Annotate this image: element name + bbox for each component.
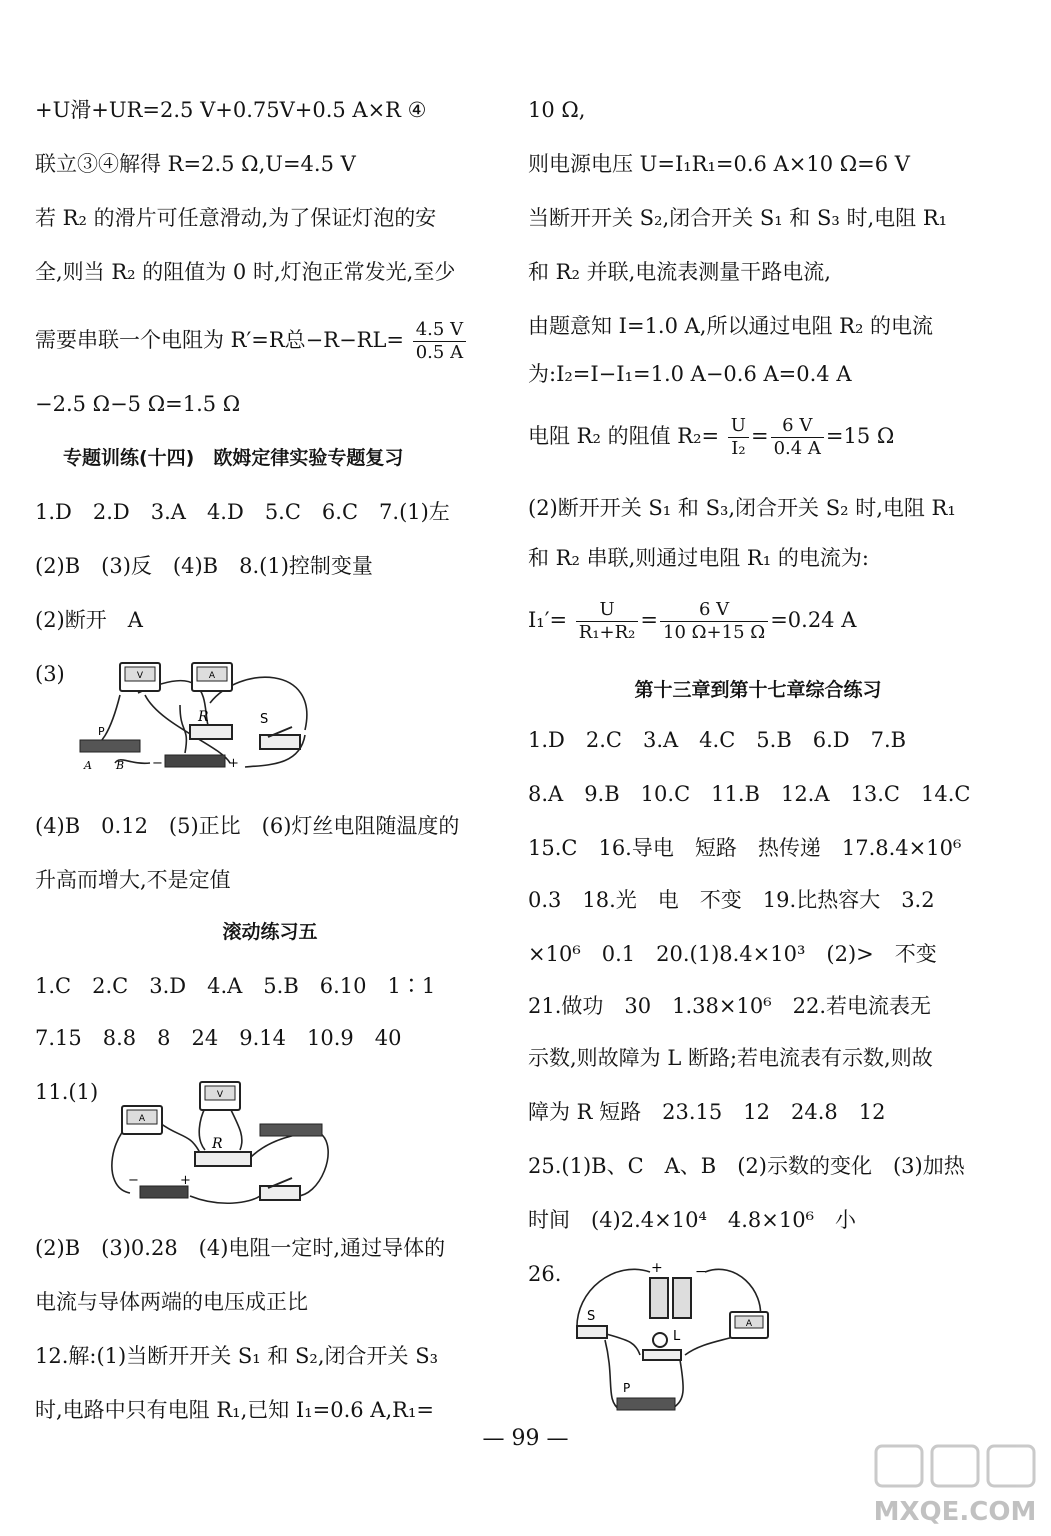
battery-icon	[128, 1173, 191, 1198]
denominator: I₂	[731, 438, 746, 459]
figure-label: −	[152, 756, 163, 771]
fraction	[728, 415, 749, 460]
answer-line: 0.3 18.光 电 不变 19.比热容大 3.2	[528, 888, 935, 912]
resistor-icon	[190, 709, 232, 739]
answer-line: (4)B 0.12 (5)正比 (6)灯丝电阻随温度的	[35, 814, 460, 838]
switch-icon	[577, 1309, 607, 1338]
answer-line: (2)B (3)0.28 (4)电阻一定时,通过导体的	[35, 1236, 446, 1260]
figure-label: S	[260, 712, 269, 727]
text-line: 若 R₂ 的滑片可任意滑动,为了保证灯泡的安	[35, 206, 437, 230]
figure-label: R	[198, 709, 209, 725]
figure-label: V	[216, 1090, 224, 1100]
text-line: 联立③④解得 R=2.5 Ω,U=4.5 V	[35, 152, 356, 176]
watermark-text: MXQE.COM	[873, 1497, 1037, 1527]
text-fragment: =15 Ω	[825, 424, 895, 448]
figure-label: R	[212, 1136, 223, 1152]
figure-label: A	[745, 1319, 753, 1329]
watermark-logo	[868, 1440, 1043, 1530]
answer-line: 15.C 16.导电 短路 热传递 17.8.4×10⁶	[528, 836, 962, 860]
text-line: 10 Ω,	[528, 98, 586, 122]
lamp-icon	[643, 1329, 681, 1360]
figure-label: +	[180, 1173, 191, 1188]
figure-label: −	[695, 1264, 707, 1280]
figure-label: A	[84, 759, 92, 772]
text-line: (2)断开开关 S₁ 和 S₃,闭合开关 S₂ 时,电阻 R₁	[528, 496, 956, 520]
text-fragment: I₁′=	[528, 608, 568, 632]
figure-label: L	[673, 1329, 681, 1344]
battery-icon	[650, 1260, 707, 1318]
denominator: 10 Ω+15 Ω	[663, 622, 766, 643]
figure-label: V	[136, 671, 144, 681]
text-line: 为:I₂=I−I₁=1.0 A−0.6 A=0.4 A	[528, 362, 852, 386]
answer-line: 8.A 9.B 10.C 11.B 12.A 13.C 14.C	[528, 782, 971, 806]
rheostat-icon	[617, 1381, 675, 1410]
text-line: 和 R₂ 并联,电流表测量干路电流,	[528, 260, 831, 284]
answer-line: 11.(1)	[35, 1080, 99, 1104]
text-fragment: =	[750, 424, 769, 448]
rheostat-icon	[260, 1124, 322, 1136]
answer-line: 1.C 2.C 3.D 4.A 5.B 6.10 1∶1	[35, 974, 436, 998]
section-heading: 第十三章到第十七章综合练习	[634, 679, 882, 701]
voltmeter-icon	[120, 663, 160, 691]
numerator: 6 V	[660, 599, 768, 622]
figure-label: S	[587, 1309, 596, 1324]
circuit-figure-1	[70, 655, 330, 785]
answer-line: 时,电路中只有电阻 R₁,已知 I₁=0.6 A,R₁=	[35, 1398, 434, 1422]
text-line	[528, 408, 894, 464]
answer-line: 21.做功 30 1.38×10⁶ 22.若电流表无	[528, 994, 932, 1018]
answer-line: (2)B (3)反 (4)B 8.(1)控制变量	[35, 554, 373, 578]
text-fragment: =	[640, 608, 658, 632]
text-line	[35, 312, 468, 368]
answer-line: 1.D 2.C 3.A 4.C 5.B 6.D 7.B	[528, 728, 907, 752]
ammeter-icon	[122, 1106, 162, 1134]
answer-line: 时间 (4)2.4×10⁴ 4.8×10⁶ 小	[528, 1208, 857, 1232]
denominator: R₁+R₂	[578, 622, 636, 643]
answer-line: 7.15 8.8 8 24 9.14 10.9 40	[35, 1026, 402, 1050]
answer-line: 升高而增大,不是定值	[35, 868, 231, 892]
circuit-figure-3	[565, 1260, 785, 1420]
switch-icon	[260, 1178, 300, 1200]
circuit-figure-2	[100, 1078, 340, 1208]
answer-line: (3)	[35, 662, 65, 686]
answer-line: 26.	[528, 1262, 562, 1286]
figure-label: A	[208, 671, 216, 681]
text-line: 则电源电压 U=I₁R₁=0.6 A×10 Ω=6 V	[528, 152, 910, 176]
figure-label: +	[651, 1260, 663, 1276]
numerator: 4.5 V	[413, 319, 466, 342]
ammeter-icon	[192, 663, 232, 691]
section-heading: 专题训练(十四) 欧姆定律实验专题复习	[63, 447, 404, 469]
answer-line: (2)断开 A	[35, 608, 143, 632]
figure-label: P	[98, 725, 105, 738]
answer-line: 电流与导体两端的电压成正比	[35, 1290, 308, 1314]
text-line: 由题意知 I=1.0 A,所以通过电阻 R₂ 的电流	[528, 314, 934, 338]
numerator: U	[576, 599, 639, 622]
answer-line: 25.(1)B、C A、B (2)示数的变化 (3)加热	[528, 1154, 965, 1178]
text-line: 全,则当 R₂ 的阻值为 0 时,灯泡正常发光,至少	[35, 260, 456, 284]
text-line	[528, 592, 856, 648]
switch-icon	[260, 727, 300, 749]
answer-line: 1.D 2.D 3.A 4.D 5.C 6.C 7.(1)左	[35, 500, 450, 524]
voltmeter-icon	[200, 1082, 240, 1110]
answer-line: 12.解:(1)当断开开关 S₁ 和 S₂,闭合开关 S₃	[35, 1344, 439, 1368]
section-heading: 滚动练习五	[222, 921, 318, 943]
figure-label: −	[128, 1173, 139, 1188]
figure-label: A	[138, 1114, 146, 1124]
denominator: 0.4 A	[773, 438, 821, 459]
text-fragment: =0.24 A	[770, 608, 857, 632]
fraction	[576, 599, 639, 644]
numerator: 6 V	[771, 415, 824, 438]
text-line: 当断开开关 S₂,闭合开关 S₁ 和 S₃ 时,电阻 R₁	[528, 206, 948, 230]
denominator: 0.5 A	[415, 342, 464, 363]
rheostat-icon	[80, 725, 140, 772]
answer-line: ×10⁶ 0.1 20.(1)8.4×10³ (2)> 不变	[528, 942, 937, 966]
text-line: −2.5 Ω−5 Ω=1.5 Ω	[35, 392, 241, 416]
fraction	[771, 415, 824, 460]
answer-line: 示数,则故障为 L 断路;若电流表有示数,则故	[528, 1046, 933, 1070]
text-line: +U滑+UR=2.5 V+0.75V+0.5 A×R ④	[35, 98, 427, 122]
answer-line: 障为 R 短路 23.15 12 24.8 12	[528, 1100, 886, 1124]
text-fragment: 需要串联一个电阻为 R′=R总−R−RL=	[35, 328, 405, 352]
text-line: 和 R₂ 串联,则通过电阻 R₁ 的电流为:	[528, 546, 869, 570]
ammeter-icon	[730, 1312, 768, 1338]
text-fragment: 电阻 R₂ 的阻值 R₂=	[528, 424, 720, 448]
fraction	[660, 599, 768, 644]
page-number: — 99 —	[482, 1426, 569, 1451]
figure-label: B	[116, 759, 125, 772]
numerator: U	[728, 415, 749, 438]
figure-label: +	[228, 756, 239, 771]
figure-label: P	[623, 1381, 631, 1395]
fraction	[413, 319, 466, 364]
